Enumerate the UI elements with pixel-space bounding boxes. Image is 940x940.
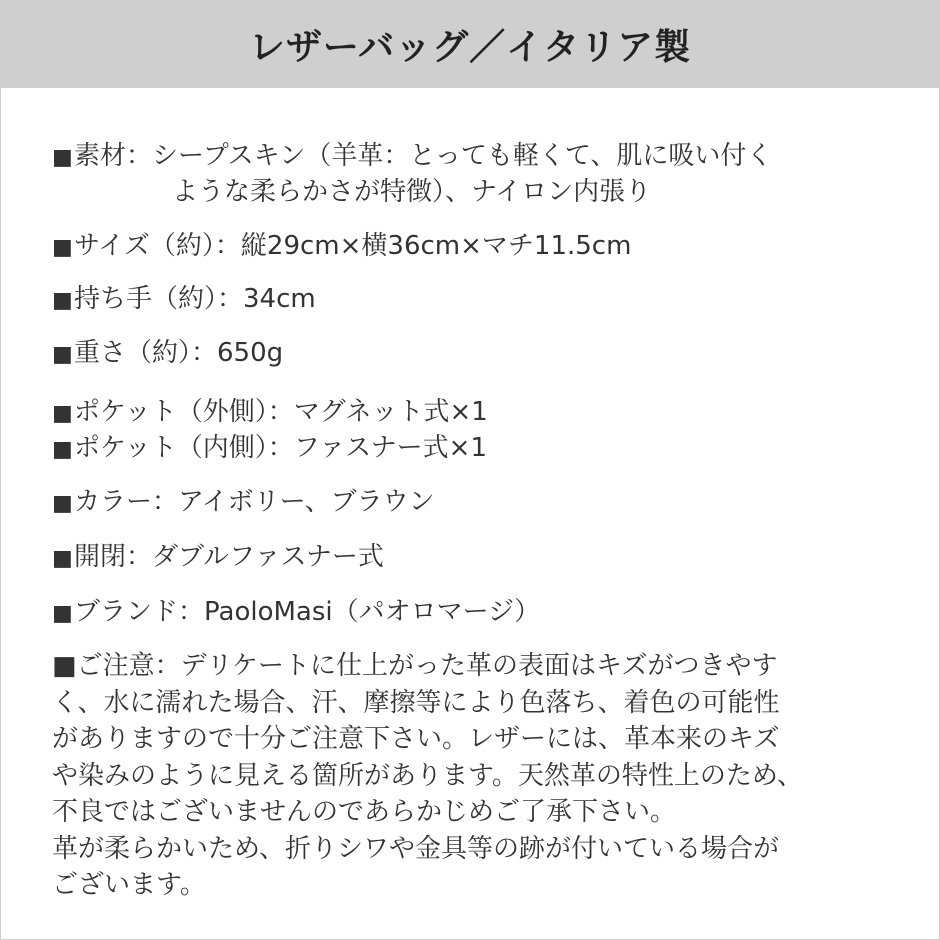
bullet-square-icon: ■ [52,437,73,462]
spec-size-text: サイズ（約）：縦29cm×横36cm×マチ11.5cm [74,231,632,261]
spec-pocket-inner [52,430,912,468]
spec-brand [52,594,912,632]
spec-weight [52,335,912,373]
bullet-square-icon: ■ [52,491,73,516]
spec-color-text: カラー：アイボリー、ブラウン [74,487,435,517]
spec-closure [52,539,912,577]
spec-material [52,138,912,176]
note-line: 不良ではございませんのであらかじめご了承下さい。 [52,797,677,827]
spec-material-text-2: ような柔らかさが特徴）、ナイロン内張り [172,177,652,207]
note-line: ございます。 [52,870,206,900]
spec-pocket-outer [52,394,912,432]
bullet-square-icon: ■ [52,235,73,260]
bullet-square-icon: ■ [52,145,73,170]
note-line: く、水に濡れた場合、汗、摩擦等により色落ち、着色の可能性 [52,687,780,718]
bullet-square-icon: ■ [52,288,73,313]
note-line: がありますので十分ご注意下さい。レザーには、革本来のキズ [52,724,780,754]
spec-brand-text: ブランド：PaoloMasi（パオロマージ） [74,597,541,627]
bullet-square-icon: ■ [52,601,73,626]
note-line: や染みのように見える箇所があります。天然革の特性上のため、 [52,760,803,791]
spec-weight-text: 重さ（約）：650g [74,338,284,368]
caution-notes [52,648,902,904]
spec-material-text: 素材：シープスキン（羊革：とっても軽くて、肌に吸い付く [74,141,773,171]
bullet-square-icon: ■ [52,546,73,571]
title-banner [0,0,940,88]
spec-handle-text: 持ち手（約）：34cm [74,284,316,314]
spec-pocket-inner-text: ポケット（内側）：ファスナー式×1 [74,433,487,463]
spec-size [52,228,912,266]
spec-material-continued [52,174,940,210]
bullet-square-icon: ■ [52,342,73,367]
bullet-square-icon: ■ [52,401,73,426]
page-title: レザーバッグ／イタリア製 [248,26,692,68]
spec-color [52,484,912,522]
spec-handle [52,281,912,319]
note-line: ■ご注意：デリケートに仕上がった革の表面はキズがつきやす [52,651,778,681]
note-line: 革が柔らかいため、折りシワや金具等の跡が付いている場合が [52,833,779,864]
spec-pocket-outer-text: ポケット（外側）：マグネット式×1 [74,397,488,427]
spec-closure-text: 開閉：ダブルファスナー式 [74,542,384,572]
